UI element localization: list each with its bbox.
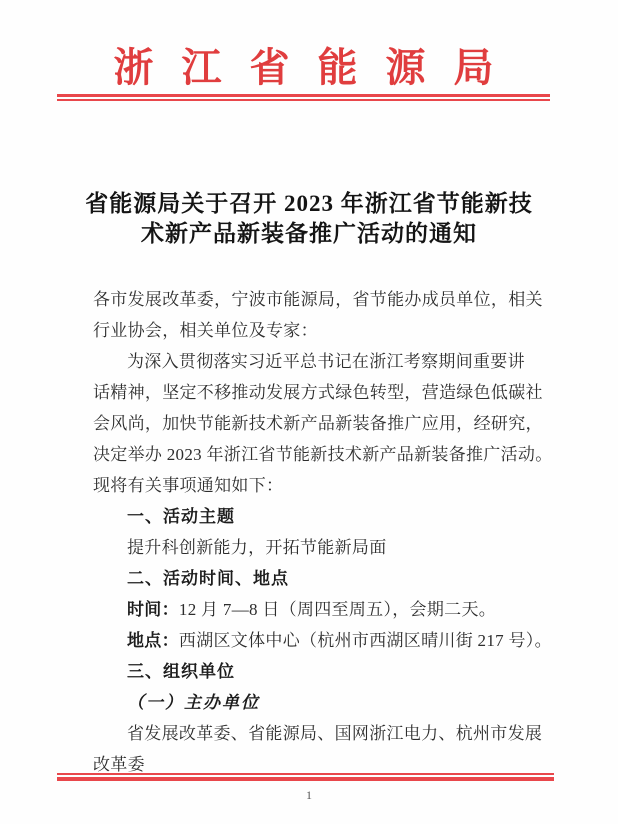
body-line-text: 话精神，坚定不移推动发展方式绿色转型，营造绿色低碳社 <box>93 383 543 402</box>
document-title-line-1: 省能源局关于召开 2023 年浙江省节能新技 <box>85 191 533 216</box>
body-line <box>93 718 553 749</box>
body-line <box>93 501 553 532</box>
letterhead-org-name: 浙江省能源局 <box>113 45 522 90</box>
body-line <box>93 563 553 594</box>
body-line <box>93 470 553 501</box>
footer-rule <box>57 773 554 781</box>
body-line-text: 西湖区文体中心（杭州市西湖区晴川街 217 号）。 <box>178 631 552 650</box>
letterhead-rule <box>57 94 550 101</box>
body-line-bold-label: 时间： <box>127 600 179 619</box>
document-title-line-2: 术新产品新装备推广活动的通知 <box>141 221 477 246</box>
body-line <box>93 315 553 346</box>
body-line-bold-label: 地点： <box>127 631 179 650</box>
body-line-text: （一）主办单位 <box>127 693 260 712</box>
body-line-text: 会风尚，加快节能新技术新产品新装备推广应用，经研究， <box>93 414 543 433</box>
body-line <box>93 656 553 687</box>
body-line <box>93 284 553 315</box>
body-line <box>93 687 553 718</box>
body-line-text: 二、活动时间、地点 <box>127 569 289 588</box>
body-line <box>93 346 553 377</box>
document-title <box>60 189 558 249</box>
body-line-text: 各市发展改革委，宁波市能源局，省节能办成员单位，相关 <box>93 290 543 309</box>
body-line-text: 省发展改革委、省能源局、国网浙江电力、杭州市发展 <box>127 724 543 743</box>
body-line-text: 为深入贯彻落实习近平总书记在浙江考察期间重要讲 <box>127 352 525 371</box>
body-line-text: 提升科创新能力，开拓节能新局面 <box>127 538 387 557</box>
page-number: 1 <box>306 788 312 802</box>
body-line-text: 现将有关事项通知如下： <box>93 476 284 495</box>
body-line-text: 一、活动主题 <box>127 507 235 526</box>
body-line-text: 行业协会，相关单位及专家： <box>93 321 318 340</box>
body-line <box>93 377 553 408</box>
body-line <box>93 594 553 625</box>
body-line <box>93 532 553 563</box>
body-line <box>93 408 553 439</box>
body-line-text: 决定举办 2023 年浙江省节能新技术新产品新装备推广活动。 <box>93 445 553 464</box>
body-line <box>93 439 553 470</box>
document-body <box>93 284 553 780</box>
body-line-text: 12 月 7—8 日（周四至周五），会期二天。 <box>178 600 497 619</box>
body-line-text: 三、组织单位 <box>127 662 235 681</box>
body-line <box>93 625 553 656</box>
body-line-text: 改革委 <box>93 755 145 774</box>
